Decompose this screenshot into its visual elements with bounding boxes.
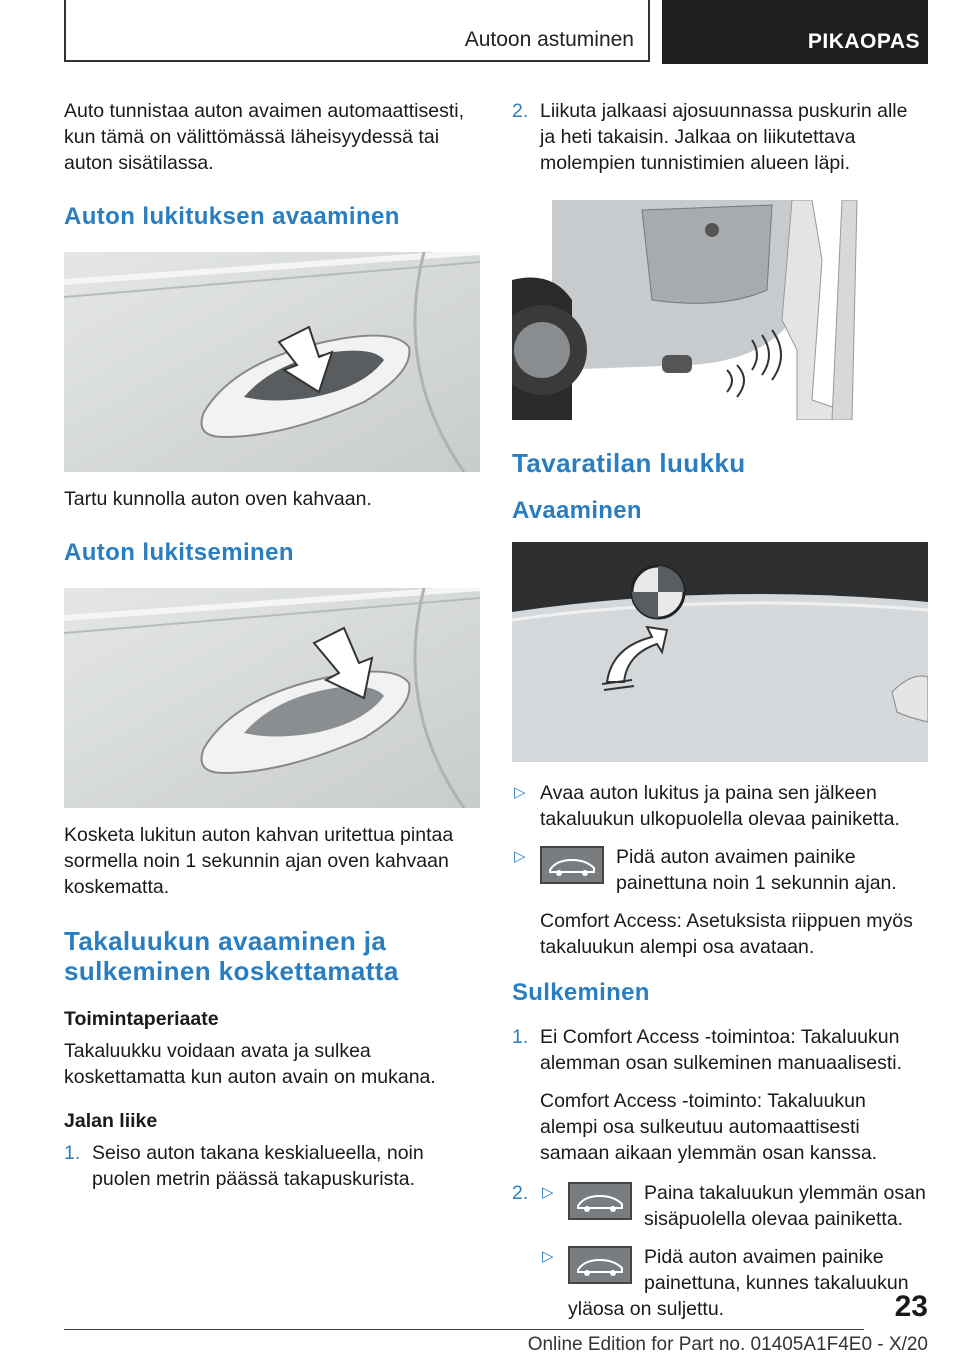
step-1 xyxy=(64,1140,480,1192)
triangle-right-icon: ▷ xyxy=(514,848,526,865)
intro-text: Auto tunnistaa auton avaimen automaattisesti, kun tämä on välittömässä läheisyydessä tai auton sisätilassa. xyxy=(64,100,464,174)
close-step-2-number: 2. xyxy=(512,1182,529,1204)
touchless-heading: Takaluukun avaaminen ja sulkeminen koskettamatta xyxy=(64,926,399,986)
open-comfort-text: Comfort Access: Asetuksista riippuen myös takaluukun alempi osa avataan. xyxy=(540,910,913,958)
footer-divider xyxy=(64,1329,864,1330)
left-column xyxy=(64,98,480,1204)
open-bullet-2-text: Pidä auton avaimen painike painettuna noin 1 sekunnin ajan. xyxy=(616,846,897,894)
unlock-heading: Auton lukituksen avaaminen xyxy=(64,203,400,230)
step-1-number: 1. xyxy=(64,1142,81,1164)
lock-caption: Kosketa lukitun auton kahvan uritettua pintaa sormella noin 1 sekunnin ajan oven kahvaan koskematta. xyxy=(64,824,454,898)
door-handle-unlock-image xyxy=(64,252,480,472)
triangle-right-icon: ▷ xyxy=(514,784,526,801)
header-section-tab xyxy=(64,0,650,62)
step-1-text: Seiso auton takana keskialueella, noin puolen metrin päässä takapuskurista. xyxy=(92,1142,424,1190)
header-section-title: Autoon astuminen xyxy=(464,28,634,51)
trunk-heading: Tavaratilan luukku xyxy=(512,448,746,478)
page-number: 23 xyxy=(894,1290,928,1323)
car-trunk-key-icon xyxy=(568,1182,632,1220)
trunk-button-image xyxy=(512,542,928,762)
close-step-1-text: Ei Comfort Access -toimintoa: Takaluukun alemman osan sulkeminen manuaalisesti. xyxy=(540,1026,903,1074)
open-bullet-1-text: Avaa auton lukitus ja paina sen jälkeen takaluukun ulkopuolella olevaa painiketta. xyxy=(540,782,900,830)
principle-text: Takaluukku voidaan avata ja sulkea koskettamatta kun auton avain on mukana. xyxy=(64,1040,436,1088)
header-chapter-tab xyxy=(662,0,928,64)
right-column xyxy=(512,98,928,1334)
car-trunk-key-icon xyxy=(540,846,604,884)
close-step-1 xyxy=(512,1024,928,1076)
close-bullet-2 xyxy=(540,1244,928,1322)
close-comfort-text: Comfort Access -toiminto: Takaluukun alempi osa sulkeutuu automaattisesti samaan aikaan ylemmän osan kanssa. xyxy=(540,1090,878,1164)
door-handle-lock-image xyxy=(64,588,480,808)
open-bullet-2 xyxy=(512,844,928,896)
close-bullet-1-text: Paina takaluukun ylemmän osan sisäpuolella olevaa painiketta. xyxy=(644,1182,926,1230)
lock-heading: Auton lukitseminen xyxy=(64,539,294,566)
header-chapter-title: PIKAOPAS xyxy=(807,30,920,53)
step-2-number: 2. xyxy=(512,100,529,122)
open-heading: Avaaminen xyxy=(512,497,642,524)
close-step-2 xyxy=(512,1180,928,1322)
principle-heading: Toimintaperiaate xyxy=(64,1008,219,1030)
step-2-text: Liikuta jalkaasi ajosuunnassa puskurin alle ja heti takaisin. Jalkaa on liikutettava molempien tunnistimien alueen läpi. xyxy=(540,100,908,174)
unlock-caption: Tartu kunnolla auton oven kahvaan. xyxy=(64,488,372,510)
step-2 xyxy=(512,98,928,176)
close-bullet-2-text: Pidä auton avaimen painike painettuna, kunnes takaluukun yläosa on suljettu. xyxy=(568,1246,909,1320)
close-heading: Sulkeminen xyxy=(512,979,650,1006)
triangle-right-icon: ▷ xyxy=(542,1184,554,1201)
footer-edition: Online Edition for Part no. 01405A1F4E0 - X/20 xyxy=(527,1334,928,1355)
car-trunk-key-icon xyxy=(568,1246,632,1284)
foot-gesture-image xyxy=(512,200,928,420)
open-bullet-1 xyxy=(512,780,928,832)
close-step-1-number: 1. xyxy=(512,1026,529,1048)
close-bullet-1 xyxy=(540,1180,928,1232)
triangle-right-icon: ▷ xyxy=(542,1248,554,1265)
foot-heading: Jalan liike xyxy=(64,1110,158,1132)
